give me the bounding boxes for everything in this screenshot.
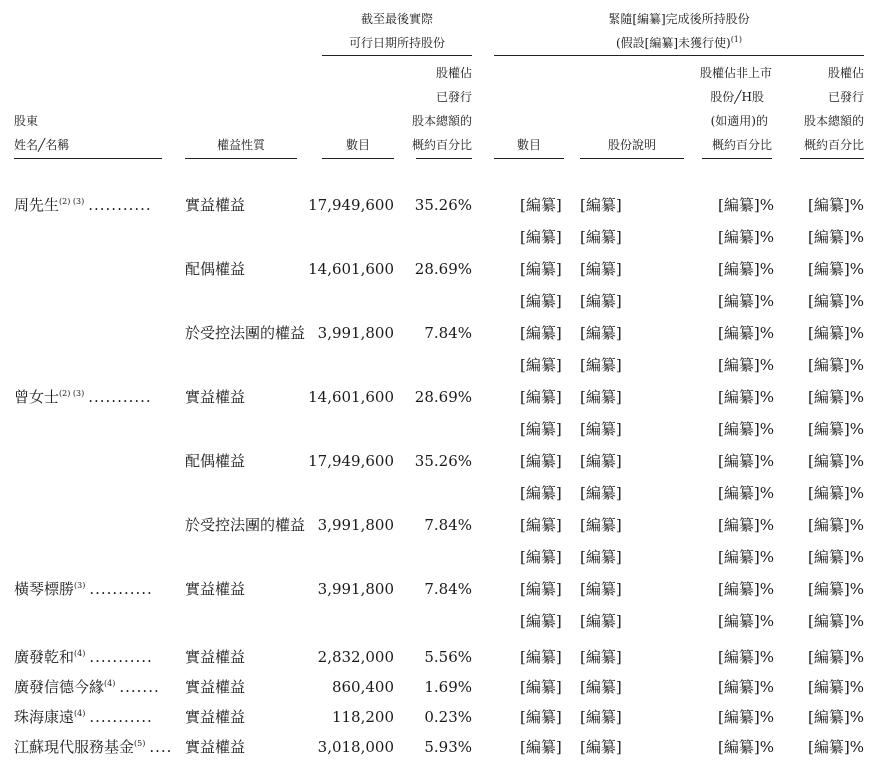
redacted-description: [編纂] [580,580,622,598]
redacted-pct-issued: [編纂]% [808,356,864,374]
redacted-description: [編纂] [580,228,622,246]
col-nature-header: 權益性質 [216,138,265,152]
col-pct-issued-header-1: 股權佔 [435,66,472,80]
footnote-ref: (4) [74,649,86,658]
col-holder-header-line2: 姓名╱名稱 [14,138,70,152]
col-holder-header-line1: 股東 [14,114,39,128]
shares-pct: 7.84% [424,580,472,598]
col-desc-rule [580,158,684,159]
redacted-number: [編纂] [520,420,562,438]
holder-name-text: 珠海康遠 [14,708,75,726]
shares-pct: 28.69% [414,260,472,278]
shares-number: 14,601,600 [308,388,394,406]
redacted-pct-unlisted: [編纂]% [718,738,774,756]
redacted-description: [編纂] [580,516,622,534]
holder-name-text: 廣發乾和 [14,648,75,666]
redacted-pct-unlisted: [編纂]% [718,196,774,214]
redacted-number: [編纂] [520,388,562,406]
shares-number: 3,991,800 [317,580,394,598]
col-number-rule [322,158,394,159]
redacted-description: [編纂] [580,452,622,470]
shares-pct: 1.69% [424,678,472,696]
redacted-description: [編纂] [580,678,622,696]
shares-pct: 0.23% [424,708,472,726]
redacted-description: [編纂] [580,648,622,666]
shares-number: 3,018,000 [317,738,394,756]
col-pct-unlisted-header-4: 概約百分比 [711,138,772,152]
col-number2-rule [494,158,564,159]
redacted-number: [編纂] [520,738,562,756]
redacted-pct-issued: [編纂]% [808,548,864,566]
leader-dots: .... [149,738,173,756]
col-pct-unlisted-rule [702,158,772,159]
redacted-pct-issued: [編纂]% [808,484,864,502]
redacted-pct-issued: [編纂]% [808,516,864,534]
footnote-ref: (5) [134,739,146,748]
header-group2-line2 [494,34,864,52]
col-pct-issued-rule [416,158,472,159]
redacted-description: [編纂] [580,260,622,278]
holder-name [14,647,153,667]
col-holder-rule [14,158,162,159]
interest-nature: 實益權益 [185,388,246,406]
interest-nature: 實益權益 [185,738,246,756]
footnote-ref: (2) (3) [59,197,85,206]
redacted-number: [編纂] [520,648,562,666]
redacted-description: [編纂] [580,484,622,502]
leader-dots: ........... [89,708,153,726]
interest-nature: 實益權益 [185,648,246,666]
redacted-description: [編纂] [580,196,622,214]
col-pct-unlisted-header-1: 股權佔非上市 [699,66,772,80]
shares-number: 3,991,800 [317,324,394,342]
shares-pct: 5.93% [424,738,472,756]
footnote-ref: (4) [74,709,86,718]
redacted-number: [編纂] [520,516,562,534]
holder-name [14,677,160,697]
redacted-description: [編纂] [580,420,622,438]
redacted-pct-unlisted: [編纂]% [718,548,774,566]
redacted-pct-issued: [編纂]% [808,196,864,214]
holder-name-text: 江蘇現代服務基金 [14,738,135,756]
holder-name-text: 廣發信德今緣 [14,678,105,696]
interest-nature: 實益權益 [185,580,246,598]
redacted-pct-unlisted: [編纂]% [718,356,774,374]
header-group2-line2-text: (假設[編纂]未獲行使) [615,36,731,50]
col-pct-unlisted-header-3: (如適用)的 [710,114,768,128]
leader-dots: ........... [89,580,153,598]
interest-nature: 配偶權益 [185,260,246,278]
shares-number: 17,949,600 [308,452,394,470]
redacted-number: [編纂] [520,612,562,630]
shares-pct: 35.26% [414,452,472,470]
holder-name [14,579,153,599]
redacted-pct-unlisted: [編纂]% [718,678,774,696]
footnote-ref: (3) [74,581,86,590]
redacted-pct-unlisted: [編纂]% [718,228,774,246]
redacted-pct-issued: [編纂]% [808,420,864,438]
col-nature-rule [185,158,297,159]
redacted-pct-issued: [編纂]% [808,228,864,246]
col-number2-header: 數目 [516,138,541,152]
redacted-description: [編纂] [580,548,622,566]
col-pct-issued2-header-2: 已發行 [827,90,864,104]
col-pct-issued-header-2: 已發行 [435,90,472,104]
holder-name-text: 曾女士 [14,388,60,406]
redacted-pct-unlisted: [編纂]% [718,260,774,278]
shares-number: 14,601,600 [308,260,394,278]
interest-nature: 實益權益 [185,678,246,696]
interest-nature: 於受控法團的權益 [185,516,306,534]
redacted-number: [編纂] [520,548,562,566]
redacted-description: [編纂] [580,612,622,630]
col-pct-issued2-header-1: 股權佔 [827,66,864,80]
footnote-1-ref: (1) [730,35,743,44]
col-pct-issued-header-4: 概約百分比 [411,138,472,152]
redacted-number: [編纂] [520,324,562,342]
redacted-pct-unlisted: [編纂]% [718,612,774,630]
header-group1-line2: 可行日期所持股份 [348,36,445,50]
redacted-pct-issued: [編纂]% [808,648,864,666]
holder-name-text: 周先生 [14,196,60,214]
interest-nature: 於受控法團的權益 [185,324,306,342]
redacted-description: [編纂] [580,708,622,726]
redacted-pct-unlisted: [編纂]% [718,708,774,726]
holder-name-text: 橫琴標勝 [14,580,75,598]
redacted-number: [編纂] [520,292,562,310]
redacted-pct-unlisted: [編纂]% [718,516,774,534]
redacted-pct-unlisted: [編纂]% [718,484,774,502]
redacted-pct-issued: [編纂]% [808,580,864,598]
shares-pct: 28.69% [414,388,472,406]
col-desc-header: 股份說明 [607,138,656,152]
leader-dots: ....... [119,678,160,696]
redacted-pct-issued: [編纂]% [808,708,864,726]
footnote-ref: (4) [104,679,116,688]
interest-nature: 配偶權益 [185,452,246,470]
redacted-pct-unlisted: [編纂]% [718,580,774,598]
leader-dots: ........... [89,648,153,666]
shares-number: 118,200 [331,708,394,726]
header-group1-line1: 截至最後實際 [360,12,433,26]
leader-dots: ........... [88,388,152,406]
redacted-number: [編纂] [520,484,562,502]
header-group1-rule [322,55,472,56]
shares-pct: 7.84% [424,324,472,342]
redacted-pct-issued: [編纂]% [808,388,864,406]
redacted-pct-issued: [編纂]% [808,292,864,310]
redacted-number: [編纂] [520,228,562,246]
redacted-number: [編纂] [520,452,562,470]
redacted-pct-issued: [編纂]% [808,452,864,470]
shares-pct: 7.84% [424,516,472,534]
col-pct-issued2-header-4: 概約百分比 [803,138,864,152]
redacted-number: [編纂] [520,196,562,214]
holder-name [14,737,172,757]
redacted-pct-issued: [編纂]% [808,260,864,278]
redacted-number: [編纂] [520,580,562,598]
header-group2-rule [494,55,864,56]
col-pct-issued-header-3: 股本總額的 [411,114,472,128]
redacted-description: [編纂] [580,356,622,374]
redacted-pct-unlisted: [編纂]% [718,292,774,310]
col-pct-unlisted-header-2: 股份╱H股 [710,90,764,104]
footnote-ref: (2) (3) [59,389,85,398]
col-pct-issued2-header-3: 股本總額的 [803,114,864,128]
redacted-pct-issued: [編纂]% [808,324,864,342]
redacted-number: [編纂] [520,356,562,374]
shares-number: 3,991,800 [317,516,394,534]
holder-name [14,387,152,407]
holder-name [14,195,152,215]
interest-nature: 實益權益 [185,196,246,214]
col-pct-issued2-rule [800,158,864,159]
shares-pct: 5.56% [424,648,472,666]
shares-number: 2,832,000 [317,648,394,666]
redacted-description: [編纂] [580,738,622,756]
shares-number: 17,949,600 [308,196,394,214]
col-number-header: 數目 [345,138,370,152]
leader-dots: ........... [88,196,152,214]
redacted-description: [編纂] [580,324,622,342]
redacted-description: [編纂] [580,292,622,310]
redacted-description: [編纂] [580,388,622,406]
redacted-pct-issued: [編纂]% [808,738,864,756]
redacted-pct-unlisted: [編纂]% [718,420,774,438]
shares-number: 860,400 [331,678,394,696]
header-group2-line1: 緊隨[編纂]完成後所持股份 [608,12,750,26]
redacted-pct-unlisted: [編纂]% [718,648,774,666]
interest-nature: 實益權益 [185,708,246,726]
redacted-number: [編纂] [520,260,562,278]
redacted-pct-unlisted: [編纂]% [718,388,774,406]
redacted-number: [編纂] [520,678,562,696]
shares-pct: 35.26% [414,196,472,214]
redacted-pct-issued: [編纂]% [808,612,864,630]
redacted-pct-issued: [編纂]% [808,678,864,696]
redacted-number: [編纂] [520,708,562,726]
redacted-pct-unlisted: [編纂]% [718,324,774,342]
redacted-pct-unlisted: [編纂]% [718,452,774,470]
holder-name [14,707,153,727]
